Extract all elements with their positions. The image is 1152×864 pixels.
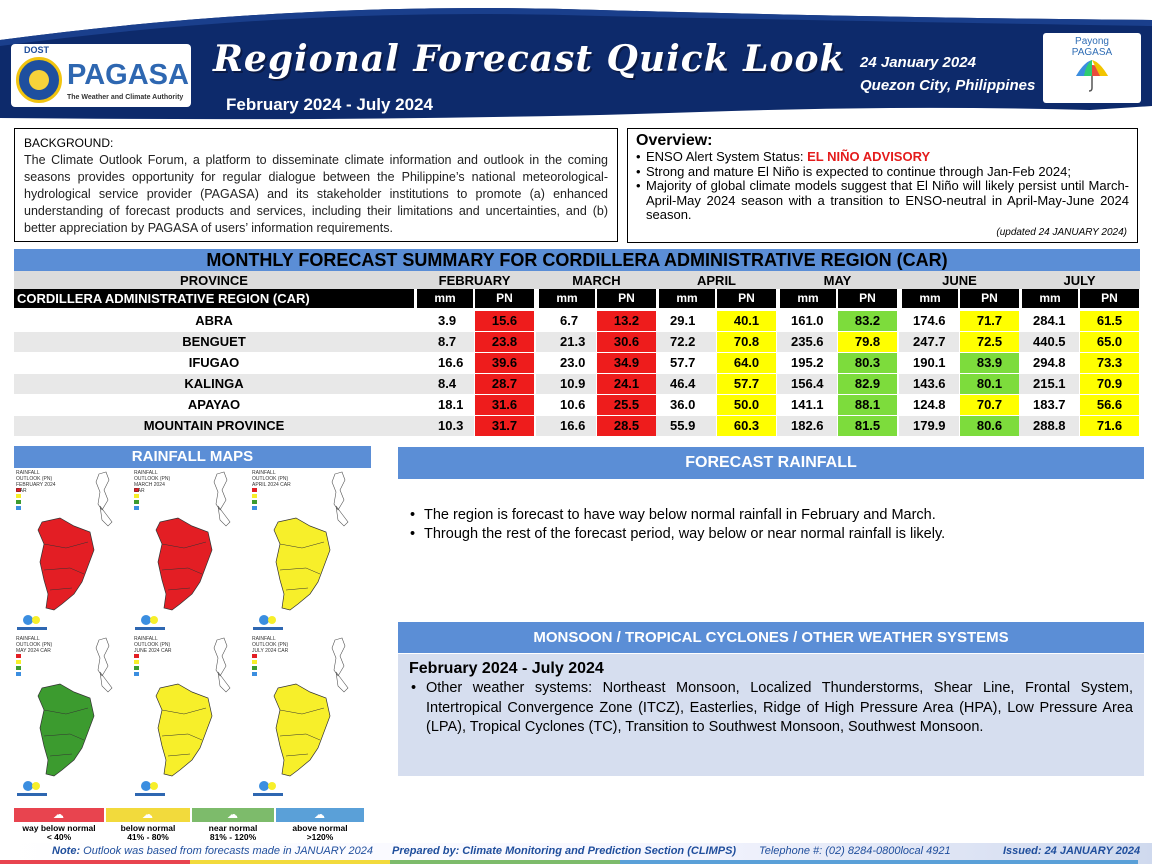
mm-value: 6.7 <box>560 313 579 328</box>
mm-value: 18.1 <box>438 397 464 412</box>
pn-value: 56.6 <box>1080 395 1139 415</box>
summary-header-row <box>14 271 1140 289</box>
mm-value: 247.7 <box>913 334 946 349</box>
pn-value: 83.2 <box>838 311 897 331</box>
mm-value: 235.6 <box>791 334 824 349</box>
payong-label: Payong <box>1075 36 1109 47</box>
mm-column-header: mm <box>417 289 473 308</box>
pagasa-label: PAGASA <box>1071 47 1113 58</box>
pn-value: 39.6 <box>475 353 534 373</box>
legend-range: 41% - 80% <box>127 832 169 842</box>
enso-label: ENSO Alert System Status: <box>646 149 808 164</box>
table-row <box>14 395 1140 415</box>
car-map-graphic <box>14 636 129 799</box>
pn-value: 24.1 <box>597 374 656 394</box>
map-title: RAINFALL OUTLOOK (PN) JULY 2024 CAR <box>252 636 289 654</box>
cloud-icon: ☁ <box>142 809 153 821</box>
legend-range: 81% - 120% <box>209 832 257 842</box>
legend-range: >120% <box>306 832 334 842</box>
map-title: RAINFALL OUTLOOK (PN) MAY 2024 CAR <box>16 636 53 654</box>
table-row <box>14 311 1140 331</box>
mm-value: 141.1 <box>791 397 824 412</box>
pn-value: 25.5 <box>597 395 656 415</box>
enso-status-badge: EL NIÑO ADVISORY <box>807 149 931 164</box>
pn-value: 80.6 <box>960 416 1019 436</box>
mm-value: 10.9 <box>560 376 586 391</box>
map-title: RAINFALL OUTLOOK (PN) MARCH 2024 CAR <box>134 470 171 494</box>
province-name: APAYAO <box>187 397 241 412</box>
cloud-icon: ☁ <box>227 809 238 821</box>
pn-value: 40.1 <box>717 311 776 331</box>
cloud-icon: ☁ <box>53 809 64 821</box>
background-text: The Climate Outlook Forum, a platform to disseminate climate information and outlook in the coming seasons provides opportunity for regular dialogue between the Philippine’s national meteorological-hydrological service provider (PAGASA) and its stakeholder institutions to promote (a) enhanced understanding of forecast products and services, including their limitations and uncertainties, and (b) better appreciation by PAGASA of users’ information requirements. <box>24 153 608 235</box>
mm-column-header: mm <box>1022 289 1078 308</box>
background-heading: BACKGROUND: <box>24 136 114 150</box>
mm-value: 284.1 <box>1033 313 1066 328</box>
pn-value: 71.6 <box>1080 416 1139 436</box>
table-row <box>14 374 1140 394</box>
forecast-rainfall-list <box>410 506 1130 544</box>
pn-value: 80.1 <box>960 374 1019 394</box>
rainfall-maps-grid <box>14 470 371 800</box>
pn-value: 64.0 <box>717 353 776 373</box>
map-title: RAINFALL OUTLOOK (PN) APRIL 2024 CAR <box>252 470 291 488</box>
rainfall-map <box>250 470 365 633</box>
table-row <box>14 332 1140 352</box>
pn-value: 70.9 <box>1080 374 1139 394</box>
rainfall-map <box>132 636 247 799</box>
mm-value: 46.4 <box>670 376 696 391</box>
legend-swatch <box>192 808 274 822</box>
mm-value: 3.9 <box>438 313 457 328</box>
forecast-rainfall-title: FORECAST RAINFALL <box>398 447 1144 479</box>
mm-value: 182.6 <box>791 418 824 433</box>
car-map-graphic <box>14 470 129 633</box>
mm-value: 174.6 <box>913 313 946 328</box>
pn-column-header: PN <box>838 289 897 308</box>
rainfall-map <box>250 636 365 799</box>
footer <box>0 843 1152 864</box>
legend-swatch <box>14 808 104 822</box>
mm-column-header: mm <box>780 289 836 308</box>
month-header: JULY <box>1063 273 1096 288</box>
mm-value: 294.8 <box>1033 355 1066 370</box>
legend-label <box>192 824 274 842</box>
car-map-graphic <box>132 470 247 633</box>
overview-box <box>627 128 1138 243</box>
pn-value: 73.3 <box>1080 353 1139 373</box>
mm-value: 440.5 <box>1033 334 1066 349</box>
legend-label <box>276 824 364 842</box>
province-name: BENGUET <box>182 334 246 349</box>
mm-value: 8.7 <box>438 334 457 349</box>
table-row <box>14 416 1140 436</box>
mm-value: 21.3 <box>560 334 586 349</box>
footer-note-text: Outlook was based from forecasts made in JANUARY 2024 <box>80 845 373 857</box>
cloud-icon: ☁ <box>314 809 325 821</box>
pn-column-header: PN <box>960 289 1019 308</box>
mm-value: 29.1 <box>670 313 696 328</box>
pn-value: 80.3 <box>838 353 897 373</box>
mm-value: 57.7 <box>670 355 696 370</box>
footer-issued: Issued: 24 JANUARY 2024 <box>1003 845 1141 857</box>
pn-value: 65.0 <box>1080 332 1139 352</box>
month-header: APRIL <box>697 273 736 288</box>
mm-value: 36.0 <box>670 397 696 412</box>
forecast-period: February 2024 - July 2024 <box>226 95 433 114</box>
pn-value: 71.7 <box>960 311 1019 331</box>
map-title: RAINFALL OUTLOOK (PN) FEBRUARY 2024 CAR <box>16 470 56 494</box>
mm-column-header: mm <box>539 289 595 308</box>
issue-place: Quezon City, Philippines <box>860 77 1036 94</box>
pn-value: 28.5 <box>597 416 656 436</box>
legend-label <box>106 824 190 842</box>
rainfall-map <box>14 636 129 799</box>
pn-value: 79.8 <box>838 332 897 352</box>
pn-column-header: PN <box>717 289 776 308</box>
summary-title: MONTHLY FORECAST SUMMARY FOR CORDILLERA ADMINISTRATIVE REGION (CAR) <box>14 249 1140 271</box>
updated-note: (updated 24 JANUARY 2024) <box>996 226 1127 238</box>
pn-value: 57.7 <box>717 374 776 394</box>
forecast-rainfall-item: • The region is forecast to have way below normal rainfall in February and March. <box>410 506 1130 525</box>
payong-pagasa-logo <box>1043 33 1141 103</box>
mm-value: 143.6 <box>913 376 946 391</box>
rainfall-map <box>132 470 247 633</box>
pn-value: 34.9 <box>597 353 656 373</box>
dost-label: DOST <box>24 45 50 55</box>
month-header: MAY <box>823 273 852 288</box>
month-header: MARCH <box>572 273 621 288</box>
mm-column-header: mm <box>659 289 715 308</box>
mm-column-header: mm <box>902 289 958 308</box>
month-header: JUNE <box>942 273 977 288</box>
summary-subheader-row <box>14 289 1140 308</box>
rainfall-maps-title: RAINFALL MAPS <box>14 446 371 468</box>
mm-value: 16.6 <box>560 418 586 433</box>
legend-swatch <box>106 808 190 822</box>
province-name: MOUNTAIN PROVINCE <box>143 418 285 433</box>
overview-item: • Strong and mature El Niño is expected to continue through Jan-Feb 2024; <box>636 165 1129 180</box>
background-box <box>14 128 618 242</box>
pagasa-logo <box>11 44 191 107</box>
footer-telephone: Telephone #: (02) 8284-0800local 4921 <box>759 845 951 857</box>
pn-column-header: PN <box>475 289 534 308</box>
legend-label <box>14 824 104 842</box>
car-map-graphic <box>132 636 247 799</box>
pn-column-header: PN <box>597 289 656 308</box>
region-label: CORDILLERA ADMINISTRATIVE REGION (CAR) <box>14 289 414 308</box>
pn-value: 31.6 <box>475 395 534 415</box>
car-map-graphic <box>250 470 365 633</box>
legend-swatch <box>276 808 364 822</box>
forecast-rainfall-item: • Through the rest of the forecast period, way below or near normal rainfall is likely. <box>410 525 1130 544</box>
overview-list <box>636 150 1129 223</box>
province-name: KALINGA <box>184 376 244 391</box>
mm-value: 8.4 <box>438 376 457 391</box>
province-name: ABRA <box>195 313 233 328</box>
pn-value: 13.2 <box>597 311 656 331</box>
pn-value: 31.7 <box>475 416 534 436</box>
issue-date: 24 January 2024 <box>860 54 976 71</box>
pn-value: 61.5 <box>1080 311 1139 331</box>
footer-prepared-by: Prepared by: Climate Monitoring and Prediction Section (CLIMPS) <box>392 845 737 857</box>
mm-value: 288.8 <box>1033 418 1066 433</box>
mm-value: 16.6 <box>438 355 464 370</box>
overview-item: • Majority of global climate models suggest that El Niño will likely persist until March-April-May 2024 season with a transition to ENSO-neutral in April-May-June 2024 season. <box>636 179 1129 223</box>
mm-value: 183.7 <box>1033 397 1066 412</box>
mm-value: 10.3 <box>438 418 464 433</box>
table-row <box>14 353 1140 373</box>
mm-value: 10.6 <box>560 397 586 412</box>
pagasa-seal-icon <box>16 57 62 103</box>
pn-value: 70.7 <box>960 395 1019 415</box>
footer-note <box>52 845 373 857</box>
pn-value: 50.0 <box>717 395 776 415</box>
overview-heading: Overview: <box>636 132 713 149</box>
legend-category: near normal <box>208 823 258 833</box>
monsoon-period: February 2024 - July 2024 <box>409 660 604 677</box>
mm-value: 215.1 <box>1033 376 1066 391</box>
mm-value: 23.0 <box>560 355 586 370</box>
rainfall-map <box>14 470 129 633</box>
overview-item-enso <box>636 150 1129 165</box>
legend-category: below normal <box>120 823 176 833</box>
logo-wordmark: PAGASA <box>67 59 189 91</box>
pn-value: 82.9 <box>838 374 897 394</box>
pn-value: 83.9 <box>960 353 1019 373</box>
monsoon-box <box>398 654 1144 776</box>
legend-category: above normal <box>292 823 348 833</box>
mm-value: 179.9 <box>913 418 946 433</box>
mm-value: 55.9 <box>670 418 696 433</box>
logo-tagline: The Weather and Climate Authority <box>67 94 184 101</box>
car-map-graphic <box>250 636 365 799</box>
province-header: PROVINCE <box>180 273 248 288</box>
umbrella-icon <box>1072 58 1112 92</box>
pn-value: 60.3 <box>717 416 776 436</box>
province-name: IFUGAO <box>188 355 240 370</box>
pn-column-header: PN <box>1080 289 1139 308</box>
mm-value: 72.2 <box>670 334 696 349</box>
page-title: Regional Forecast Quick Look <box>213 38 846 80</box>
mm-value: 190.1 <box>913 355 946 370</box>
pn-value: 72.5 <box>960 332 1019 352</box>
pn-value: 70.8 <box>717 332 776 352</box>
month-header: FEBRUARY <box>438 273 511 288</box>
footer-note-label: Note: <box>52 845 81 857</box>
monsoon-title: MONSOON / TROPICAL CYCLONES / OTHER WEATHER SYSTEMS <box>398 622 1144 653</box>
header-banner <box>0 0 1152 122</box>
pn-value: 30.6 <box>597 332 656 352</box>
monsoon-item: • Other weather systems: Northeast Monsoon, Localized Thunderstorms, Shear Line, Frontal System, Intertropical Convergence Zone (ITCZ), Easterlies, Ridge of High Pressure Area (HPA), Low Pressure Area (LPA), Tropical Cyclones (TC), Transition to Southwest Monsoon, Southwest Monsoon. <box>409 679 1133 738</box>
mm-value: 156.4 <box>791 376 824 391</box>
mm-value: 195.2 <box>791 355 824 370</box>
pn-value: 88.1 <box>838 395 897 415</box>
pn-value: 28.7 <box>475 374 534 394</box>
mm-value: 161.0 <box>791 313 824 328</box>
pn-value: 81.5 <box>838 416 897 436</box>
legend-range: < 40% <box>46 832 72 842</box>
map-title: RAINFALL OUTLOOK (PN) JUNE 2024 CAR <box>134 636 172 654</box>
mm-value: 124.8 <box>913 397 946 412</box>
pn-value: 15.6 <box>475 311 534 331</box>
pn-value: 23.8 <box>475 332 534 352</box>
monsoon-list <box>409 679 1133 738</box>
legend-category: way below normal <box>22 823 96 833</box>
